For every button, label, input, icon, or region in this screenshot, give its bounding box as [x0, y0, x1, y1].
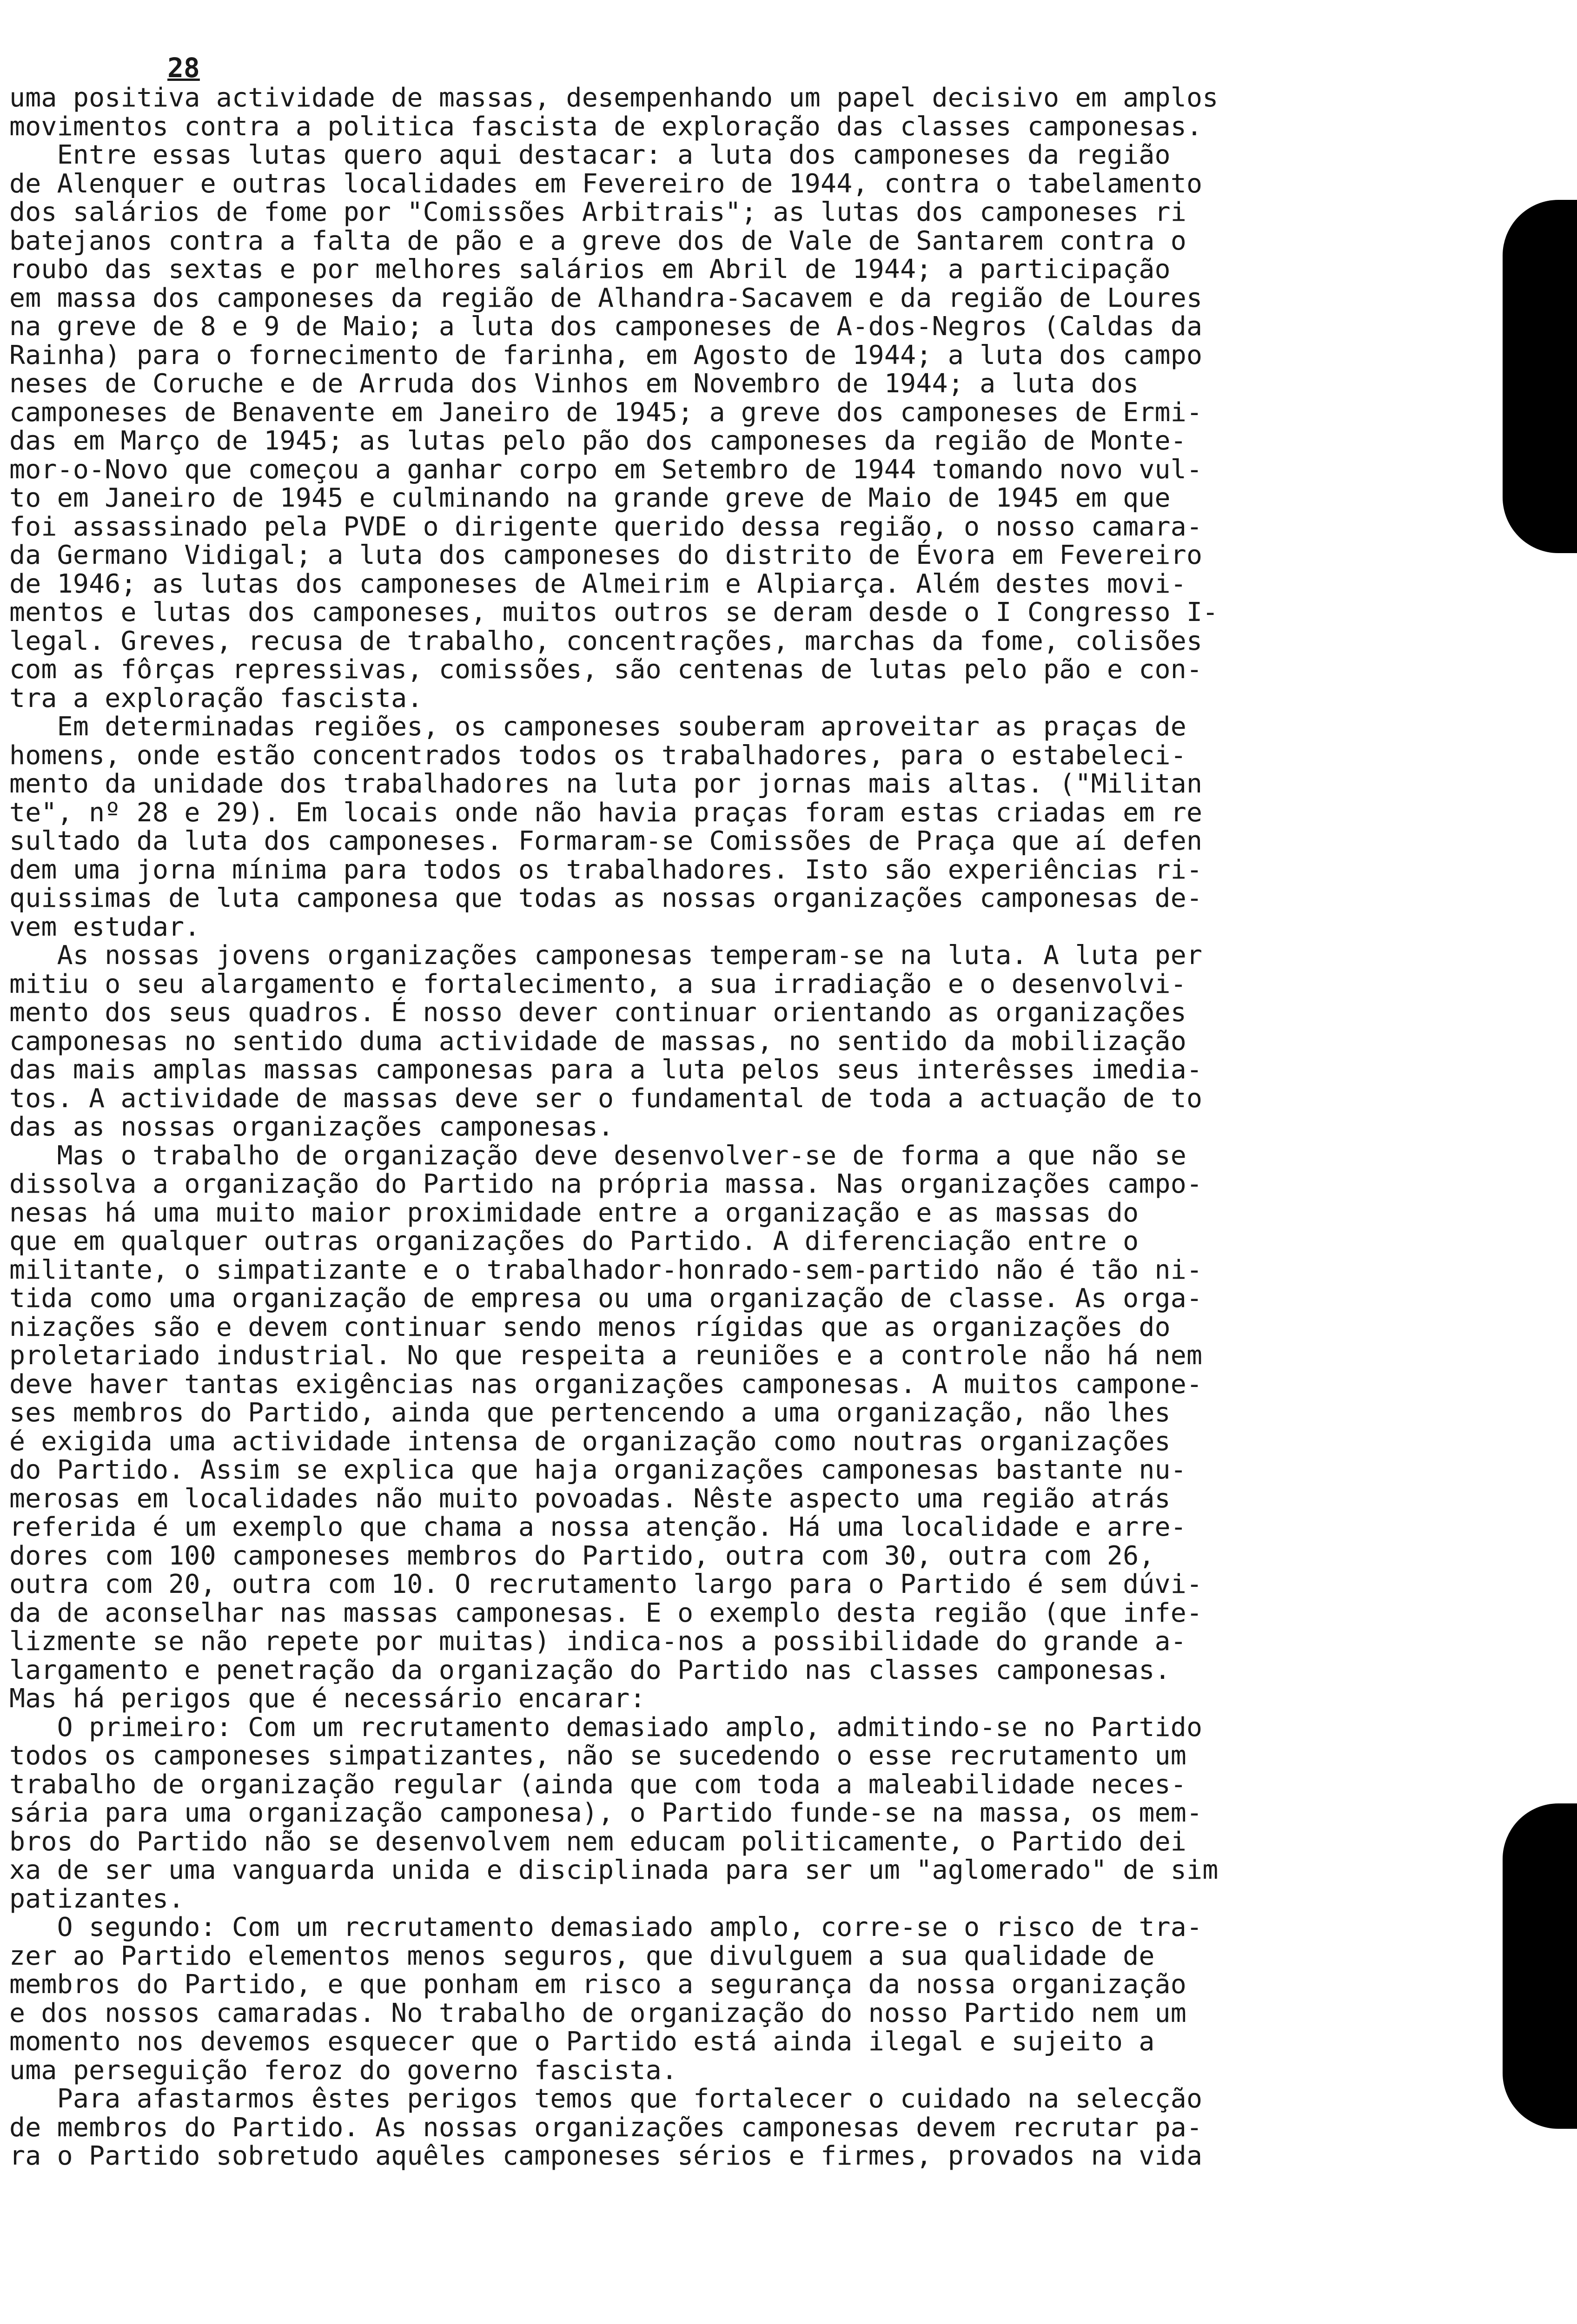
text-line: na greve de 8 e 9 de Maio; a luta dos camponeses de A-dos-Negros (Caldas da: [9, 311, 1203, 342]
text-line: homens, onde estão concentrados todos os trabalhadores, para o estabeleci-: [9, 740, 1186, 771]
text-line: lizmente se não repete por muitas) indica-nos a possibilidade do grande a-: [9, 1626, 1186, 1657]
text-line: roubo das sextas e por melhores salários em Abril de 1944; a participação: [9, 254, 1171, 284]
text-line: legal. Greves, recusa de trabalho, concentrações, marchas da fome, colisões: [9, 626, 1203, 656]
text-line: e dos nossos camaradas. No trabalho de organização do nosso Partido nem um: [9, 1998, 1186, 2028]
text-line: que em qualquer outras organizações do Partido. A diferenciação entre o: [9, 1226, 1139, 1256]
text-line: dem uma jorna mínima para todos os trabalhadores. Isto são experiências ri-: [9, 854, 1203, 885]
page-number: 28: [167, 52, 200, 84]
text-line: to em Janeiro de 1945 e culminando na grande greve de Maio de 1945 em que: [9, 483, 1171, 513]
text-line: uma perseguição feroz do governo fascista.: [9, 2055, 678, 2086]
text-line: do Partido. Assim se explica que haja organizações camponesas bastante nu-: [9, 1455, 1186, 1485]
text-line: camponeses de Benavente em Janeiro de 1945; a greve dos camponeses de Ermi-: [9, 397, 1203, 428]
text-line: membros do Partido, e que ponham em risco a segurança da nossa organização: [9, 1969, 1186, 2000]
text-line: nesas há uma muito maior proximidade entre a organização e as massas do: [9, 1197, 1139, 1228]
text-line: largamento e penetração da organização do Partido nas classes camponesas.: [9, 1655, 1171, 1685]
text-line: da Germano Vidigal; a luta dos camponeses do distrito de Évora em Fevereiro: [9, 540, 1203, 570]
text-line: Entre essas lutas quero aqui destacar: a luta dos camponeses da região: [9, 140, 1171, 170]
text-line: militante, o simpatizante e o trabalhador-honrado-sem-partido não é tão ni-: [9, 1254, 1203, 1285]
binding-hole-top: [1503, 200, 1577, 553]
text-line: outra com 20, outra com 10. O recrutamento largo para o Partido é sem dúvi-: [9, 1569, 1203, 1599]
text-line: das em Março de 1945; as lutas pelo pão dos camponeses da região de Monte-: [9, 426, 1186, 456]
text-line: uma positiva actividade de massas, desempenhando um papel decisivo em amplos: [9, 83, 1219, 113]
text-line: de Alenquer e outras localidades em Fevereiro de 1944, contra o tabelamento: [9, 168, 1203, 199]
text-line: O segundo: Com um recrutamento demasiado amplo, corre-se o risco de tra-: [9, 1912, 1203, 1942]
text-line: trabalho de organização regular (ainda que com toda a maleabilidade neces-: [9, 1769, 1186, 1800]
text-line: batejanos contra a falta de pão e a greve dos de Vale de Santarem contra o: [9, 225, 1186, 256]
text-line: Mas há perigos que é necessário encarar:: [9, 1684, 646, 1714]
binding-hole-bottom: [1503, 1803, 1577, 2129]
text-line: mentos e lutas dos camponeses, muitos outros se deram desde o I Congresso I-: [9, 597, 1219, 627]
text-line: momento nos devemos esquecer que o Partido está ainda ilegal e sujeito a: [9, 2027, 1155, 2057]
text-line: nizações são e devem continuar sendo menos rígidas que as organizações do: [9, 1312, 1171, 1342]
text-line: O primeiro: Com um recrutamento demasiado amplo, admitindo-se no Partido: [9, 1712, 1203, 1743]
text-line: te", nº 28 e 29). Em locais onde não havia praças foram estas criadas em re: [9, 797, 1203, 828]
text-line: camponesas no sentido duma actividade de massas, no sentido da mobilização: [9, 1026, 1186, 1056]
text-line: mor-o-Novo que começou a ganhar corpo em Setembro de 1944 tomando novo vul-: [9, 454, 1203, 485]
text-line: vem estudar.: [9, 911, 200, 942]
text-line: com as fôrças repressivas, comissões, são centenas de lutas pelo pão e con-: [9, 654, 1203, 685]
text-line: proletariado industrial. No que respeita a reuniões e a controle não há nem: [9, 1340, 1203, 1371]
text-line: As nossas jovens organizações camponesas temperam-se na luta. A luta per: [9, 940, 1203, 971]
text-line: neses de Coruche e de Arruda dos Vinhos em Novembro de 1944; a luta dos: [9, 369, 1139, 399]
text-line: da de aconselhar nas massas camponesas. E o exemplo desta região (que infe-: [9, 1598, 1203, 1628]
text-line: movimentos contra a politica fascista de exploração das classes camponesas.: [9, 111, 1203, 142]
text-line: dissolva a organização do Partido na própria massa. Nas organizações campo-: [9, 1169, 1203, 1199]
text-line: tos. A actividade de massas deve ser o fundamental de toda a actuação de to: [9, 1083, 1203, 1114]
text-line: tida como uma organização de empresa ou uma organização de classe. As orga-: [9, 1283, 1203, 1314]
text-line: merosas em localidades não muito povoadas. Nêste aspecto uma região atrás: [9, 1483, 1171, 1514]
text-line: patizantes.: [9, 1883, 185, 1914]
text-line: sária para uma organização camponesa), o Partido funde-se na massa, os mem-: [9, 1798, 1203, 1828]
text-line: mitiu o seu alargamento e fortalecimento, a sua irradiação e o desenvolvi-: [9, 969, 1186, 999]
text-line: dores com 100 camponeses membros do Partido, outra com 30, outra com 26,: [9, 1540, 1155, 1571]
text-line: em massa dos camponeses da região de Alhandra-Sacavem e da região de Loures: [9, 283, 1203, 313]
text-line: Em determinadas regiões, os camponeses souberam aproveitar as praças de: [9, 712, 1186, 742]
text-line: dos salários de fome por "Comissões Arbitrais"; as lutas dos camponeses ri: [9, 197, 1186, 227]
text-line: das mais amplas massas camponesas para a luta pelos seus interêsses imedia-: [9, 1055, 1203, 1085]
text-line: Para afastarmos êstes perigos temos que fortalecer o cuidado na selecção: [9, 2084, 1203, 2114]
text-line: quissimas de luta camponesa que todas as nossas organizações camponesas de-: [9, 883, 1203, 913]
text-line: ses membros do Partido, ainda que pertencendo a uma organização, não lhes: [9, 1398, 1171, 1428]
text-line: todos os camponeses simpatizantes, não se sucedendo o esse recrutamento um: [9, 1741, 1186, 1771]
text-line: ra o Partido sobretudo aquêles camponeses sérios e firmes, provados na vida: [9, 2141, 1203, 2171]
text-line: mento da unidade dos trabalhadores na luta por jornas mais altas. ("Militan: [9, 769, 1203, 799]
text-line: mento dos seus quadros. É nosso dever continuar orientando as organizações: [9, 997, 1186, 1028]
text-line: referida é um exemplo que chama a nossa atenção. Há uma localidade e arre-: [9, 1512, 1186, 1542]
text-line: tra a exploração fascista.: [9, 683, 423, 713]
text-line: deve haver tantas exigências nas organizações camponesas. A muitos campone-: [9, 1369, 1203, 1400]
text-line: Mas o trabalho de organização deve desenvolver-se de forma a que não se: [9, 1140, 1186, 1171]
text-line: foi assassinado pela PVDE o dirigente querido dessa região, o nosso camara-: [9, 511, 1203, 542]
text-line: zer ao Partido elementos menos seguros, que divulguem a sua qualidade de: [9, 1941, 1155, 1971]
text-line: das as nossas organizações camponesas.: [9, 1112, 614, 1142]
text-line: de membros do Partido. As nossas organizações camponesas devem recrutar pa-: [9, 2112, 1203, 2143]
text-line: xa de ser uma vanguarda unida e disciplinada para ser um "aglomerado" de sim: [9, 1855, 1219, 1885]
typewritten-text-body: [9, 84, 1455, 2171]
text-line: Rainha) para o fornecimento de farinha, em Agosto de 1944; a luta dos campo: [9, 340, 1203, 370]
text-line: sultado da luta dos camponeses. Formaram-se Comissões de Praça que aí defen: [9, 826, 1203, 856]
text-line: bros do Partido não se desenvolvem nem educam politicamente, o Partido dei: [9, 1826, 1186, 1857]
text-line: de 1946; as lutas dos camponeses de Almeirim e Alpiarça. Além destes movi-: [9, 568, 1186, 599]
text-line: é exigida uma actividade intensa de organização como noutras organizações: [9, 1426, 1171, 1457]
